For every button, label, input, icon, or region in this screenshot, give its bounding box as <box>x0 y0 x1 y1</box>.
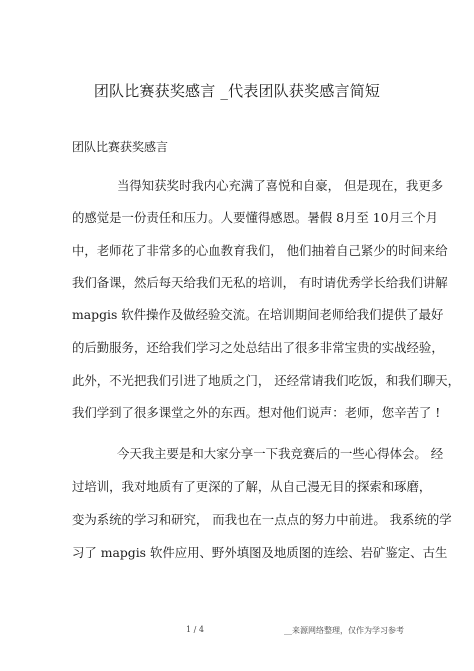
paragraph-line: 习了 mapgis 软件应用、野外填图及地质图的连绘、岩矿鉴定、古生 <box>72 545 448 560</box>
paragraph-line: 此外，不光把我们引进了地质之门， 还经常请我们吃饭，和我们聊天， <box>72 373 461 388</box>
paragraph-line: 我们学到了很多课堂之外的东西。想对他们说声：老师，您辛苦了 ! <box>72 405 441 420</box>
paragraph-line: 当得知获奖时我内心充满了喜悦和自豪， 但是现在，我更多 <box>117 178 444 193</box>
section-heading: 团队比赛获奖感言 <box>72 140 169 154</box>
paragraph-line: 的后勤服务，还给我们学习之处总结出了很多非常宝贵的实战经验， <box>72 340 444 355</box>
paragraph-line: 的感觉是一份责任和压力。人要懂得感恩。暑假 8月至 10月三个月 <box>72 210 439 225</box>
paragraph-line: mapgis 软件操作及做经验交流。在培训期间老师给我们提供了最好 <box>72 307 444 322</box>
paragraph-line: 今天我主要是和大家分享一下我竞赛后的一些心得体会。 经 <box>117 446 444 461</box>
paragraph-line: 中，老师花了非常多的心血教育我们， 他们抽着自己紧少的时间来给 <box>72 243 448 258</box>
page-number: 1 / 4 <box>186 625 204 634</box>
paragraph-line: 过培训，我对地质有了更深的了解，从自己漫无目的探索和琢磨， <box>72 479 432 494</box>
paragraph-line: 我们备课，然后每天给我们无私的培训， 有时请优秀学长给我们讲解 <box>72 275 448 290</box>
paragraph-line: 变为系统的学习和研究， 而我也在一点点的努力中前进。 我系统的学 <box>72 512 452 527</box>
document-title: 团队比赛获奖感言 _代表团队获奖感言简短 <box>93 82 381 100</box>
footer-note: __来源网络整理，仅作为学习参考 <box>284 626 404 635</box>
